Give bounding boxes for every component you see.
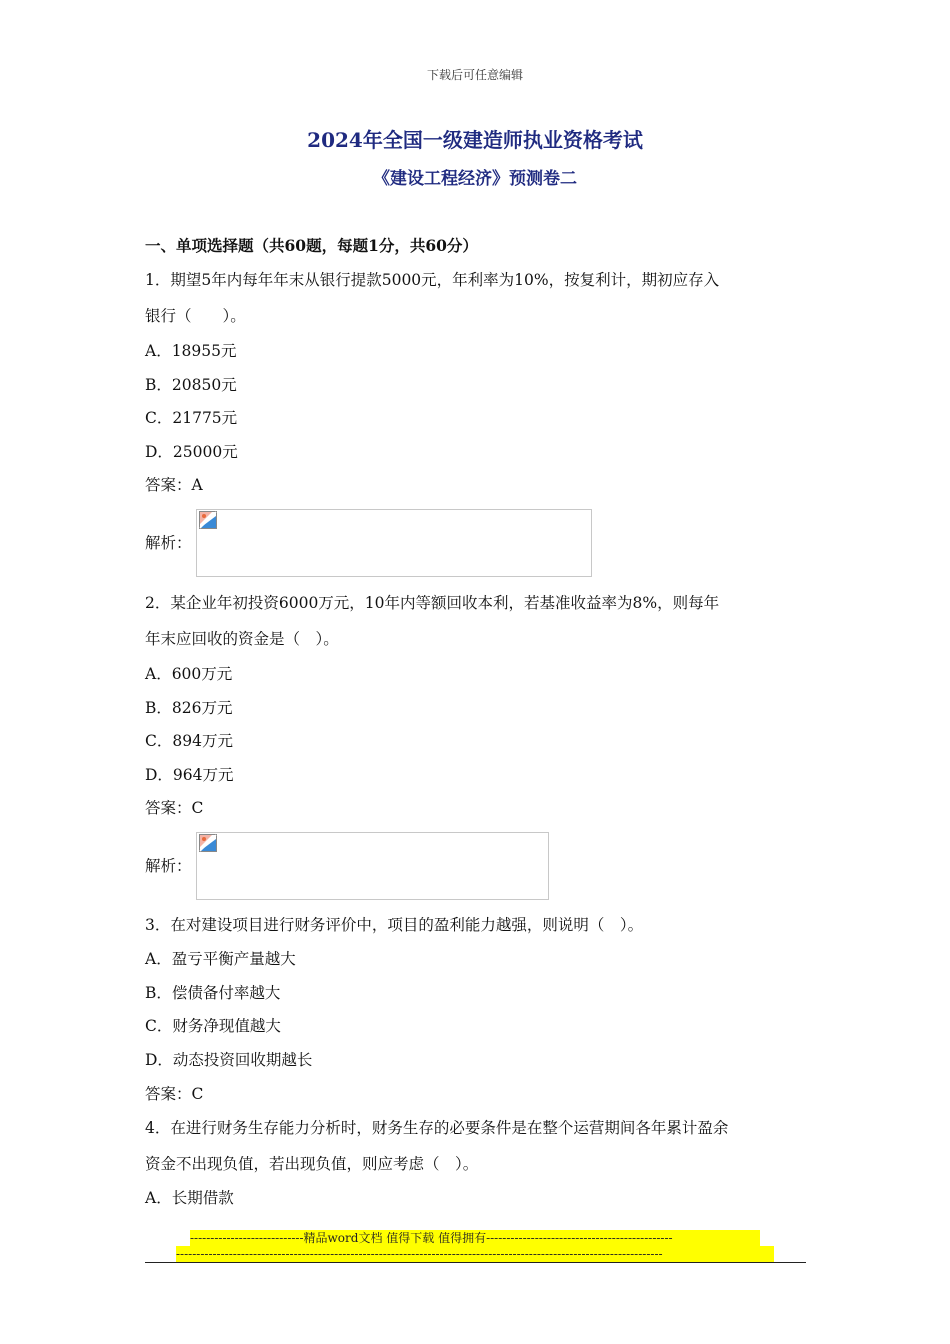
footer-banner-line2: ------------------------------------------------------------------------------------------------------------------------ [176, 1246, 774, 1262]
q3-option-d: D．动态投资回收期越长 [145, 1051, 313, 1069]
broken-image-icon [199, 511, 217, 529]
footer-banner-line1: ----------------------------精品word文档 值得下载 值得拥有---------------------------------------------- [190, 1230, 760, 1246]
footer-divider [145, 1262, 806, 1263]
q2-analysis-image [196, 832, 549, 900]
q2-option-b: B．826万元 [145, 699, 233, 717]
q3-option-a: A．盈亏平衡产量越大 [145, 950, 296, 968]
q1-analysis-label: 解析： [145, 534, 192, 552]
q3-option-c: C．财务净现值越大 [145, 1017, 281, 1035]
q4-stem-line2: 资金不出现负值，若出现负值，则应考虑（ ）。 [145, 1155, 479, 1173]
section-heading: 一、单项选择题（共60题，每题1分，共60分） [145, 236, 478, 255]
q2-option-c: C．894万元 [145, 732, 233, 750]
broken-image-icon [199, 834, 217, 852]
q1-option-a: A．18955元 [145, 342, 237, 360]
q1-option-d: D．25000元 [145, 443, 238, 461]
q2-analysis-label: 解析： [145, 857, 192, 875]
q1-option-b: B．20850元 [145, 376, 237, 394]
q4-option-a: A．长期借款 [145, 1189, 234, 1207]
page-subtitle: 《建设工程经济》预测卷二 [373, 169, 577, 189]
page-title: 2024年全国一级建造师执业资格考试 [307, 128, 643, 152]
q2-option-a: A．600万元 [145, 665, 233, 683]
q1-answer: 答案：A [145, 476, 203, 494]
q1-stem-line2: 银行（ ）。 [145, 307, 246, 325]
q1-stem-line1: 1．期望5年内每年年末从银行提款5000元，年利率为10%，按复利计，期初应存入 [145, 271, 720, 289]
q1-option-c: C．21775元 [145, 409, 238, 427]
q2-stem-line1: 2．某企业年初投资6000万元，10年内等额回收本利，若基准收益率为8%，则每年 [145, 594, 720, 612]
q2-answer: 答案：C [145, 799, 204, 817]
q3-option-b: B．偿债备付率越大 [145, 984, 281, 1002]
q2-option-d: D．964万元 [145, 766, 234, 784]
q1-analysis-image [196, 509, 592, 577]
q2-stem-line2: 年末应回收的资金是（ ）。 [145, 630, 339, 648]
q3-answer: 答案：C [145, 1085, 204, 1103]
header-note: 下载后可任意编辑 [426, 68, 523, 82]
q3-stem-line1: 3．在对建设项目进行财务评价中，项目的盈利能力越强，则说明（ ）。 [145, 916, 644, 934]
q4-stem-line1: 4．在进行财务生存能力分析时，财务生存的必要条件是在整个运营期间各年累计盈余 [145, 1119, 729, 1137]
